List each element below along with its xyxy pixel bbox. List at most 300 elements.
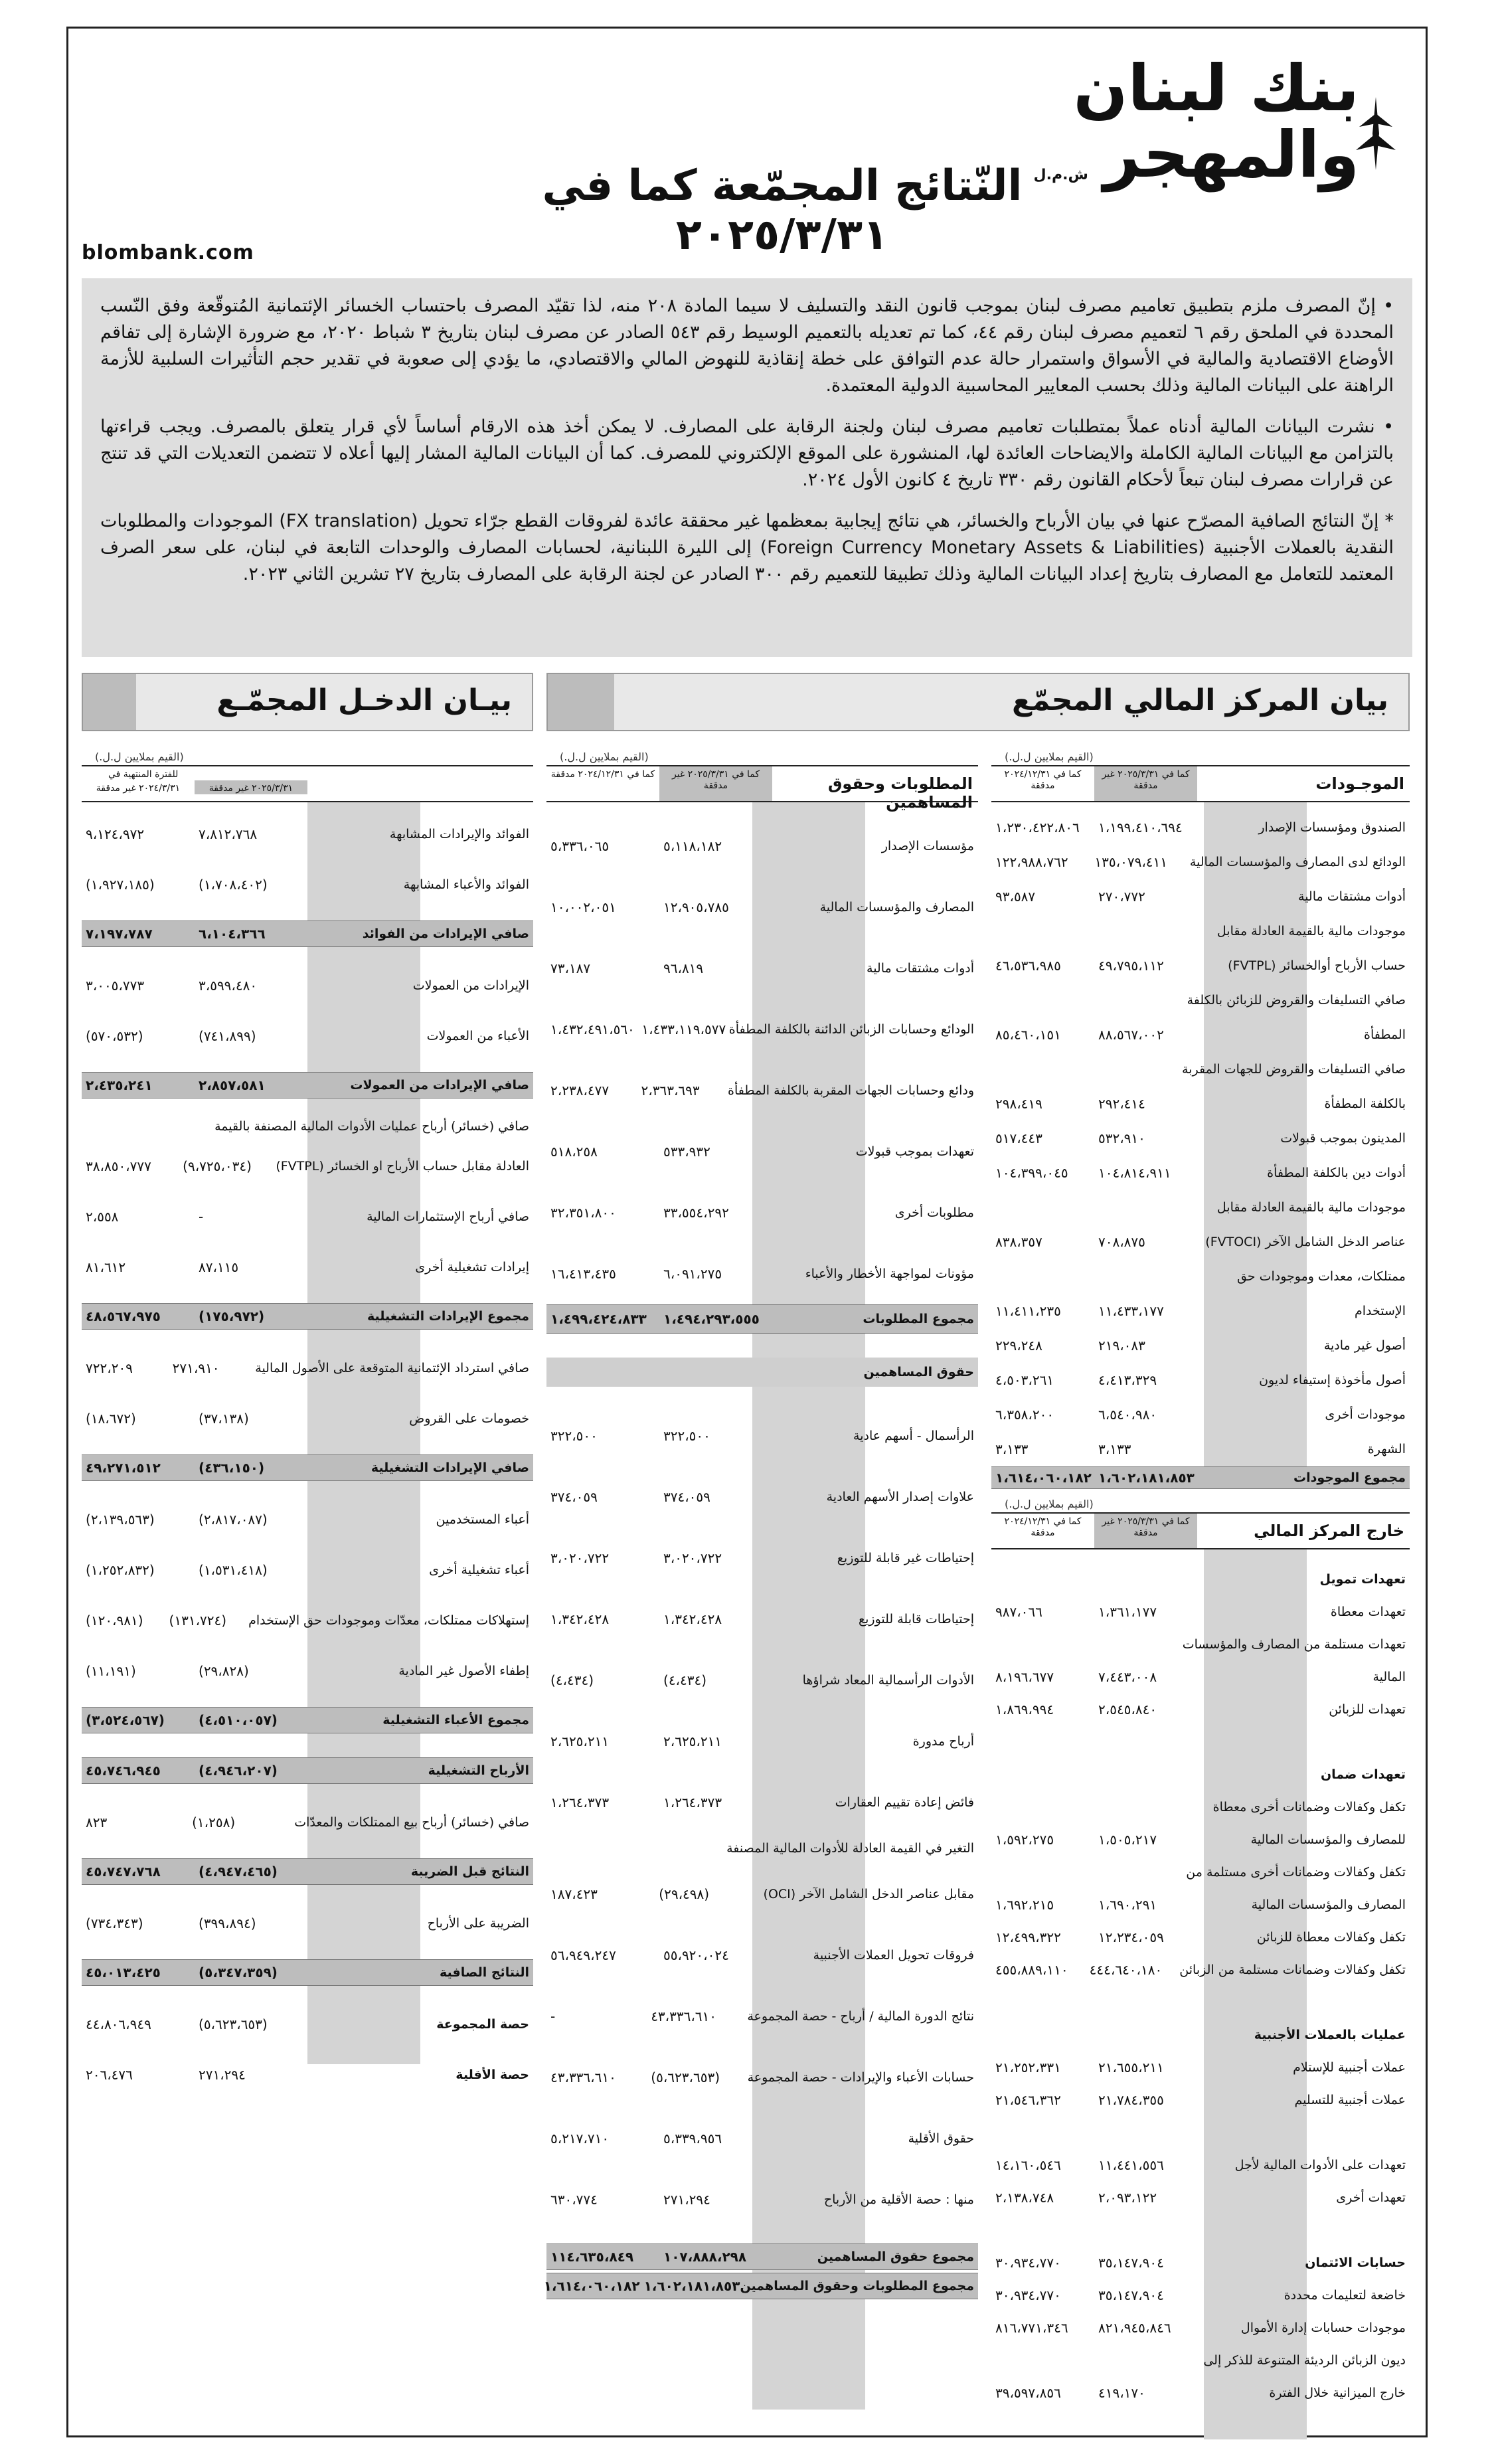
table-row [546, 1243, 978, 1304]
row-label: نتائج الدورة المالية / أرباح - حصة المجموعة [747, 2009, 974, 2024]
row-value-current: ١١،٤٣٣،١٧٧ [1098, 1303, 1164, 1319]
income-table [82, 749, 533, 2131]
row-value-previous: ٣٩،٥٩٧،٨٥٦ [995, 2384, 1061, 2401]
table-row [546, 1405, 978, 1466]
row-label: تعهدات بموجب قبولات [855, 1144, 974, 1159]
row-value-current: (١٧٥،٩٧٢) [199, 1308, 265, 1324]
row-label: الودائع لدى المصارف والمؤسسات المالية [1189, 855, 1406, 869]
row-value-previous: ٤،٥٠٣،٢٦١ [995, 1372, 1054, 1388]
row-value-previous: ٢،٤٣٥،٢٤١ [86, 1077, 153, 1093]
table-row [82, 1343, 533, 1393]
table-row [991, 2311, 1410, 2344]
row-value-current: ٢٧١،٢٩٤ [199, 2067, 246, 2083]
table-row [991, 983, 1410, 1017]
row-value-previous: ٣،٠٢٠،٧٢٢ [550, 1550, 610, 1566]
income-col-group [82, 766, 307, 801]
row-value-current: ٨٨،٥٦٧،٠٠٢ [1098, 1027, 1164, 1043]
row-value-previous: ١٠،٠٠٢،٠٥١ [550, 899, 616, 915]
row-value-previous: ١،٥٩٢،٢٧٥ [995, 1831, 1054, 1848]
row-value-current: (٥،٦٢٣،٦٥٣) [651, 2069, 720, 2085]
row-value-previous: ٢،٥٥٨ [86, 1209, 119, 1225]
row-label: تعهدات للزبائن [1329, 1702, 1406, 1717]
row-label: المطفأة [1364, 1027, 1406, 1042]
row-value-previous: (١٨،٦٧٢) [86, 1411, 136, 1427]
row-value-current: ٢،٨٥٧،٥٨١ [199, 1077, 266, 1093]
row-value-previous: ٢،١٣٨،٧٤٨ [995, 2189, 1054, 2206]
row-label: حسابات الأعباء والإيرادات - حصة المجموعة [747, 2070, 974, 2085]
row-value-current: ٣،١٣٣ [1098, 1441, 1131, 1457]
row-value-current: (٤،٥١٠،٠٥٧) [199, 1712, 278, 1728]
row-value-previous: ٨١،٦١٢ [86, 1259, 126, 1275]
row-label: إستهلاكات ممتلكات، معدّات وموجودات حق الإستخدام [248, 1613, 529, 1628]
row-label: المدينون بموجب قبولات [1280, 1131, 1406, 1146]
row-value-current: ٢٩٢،٤١٤ [1098, 1096, 1145, 1112]
unit-label: (القيم بملايين ل.ل.) [560, 750, 649, 763]
table-row [82, 1393, 533, 1444]
row-label: صافي الإيرادات من العمولات [350, 1078, 529, 1093]
row-value-current: ٢،٠٩٣،١٢٢ [1098, 2189, 1157, 2206]
row-value-previous: ١،٦١٤،٠٦٠،١٨٢ [543, 2278, 640, 2294]
table-row [546, 938, 978, 999]
row-label: أدوات دين بالكلفة المطفأة [1267, 1166, 1406, 1180]
row-label: حسابات الائتمان [1305, 2255, 1406, 2270]
row-value-previous: (٧٣٤،٣٤٣) [86, 1915, 143, 1931]
table-row [546, 1711, 978, 1772]
row-value-current: ٧،٤٤٣،٠٠٨ [1098, 1668, 1157, 1685]
row-value-current: ١،٣٤٢،٤٢٨ [663, 1611, 722, 1627]
row-value-current: ٥٣٢،٩١٠ [1098, 1130, 1145, 1146]
table-row [991, 1156, 1410, 1190]
row-value-current: ٢،٣٦٣،٦٩٣ [641, 1083, 700, 1099]
row-value-previous: (١١،١٩١) [86, 1663, 136, 1679]
row-value-current: (٧٤١،٨٩٩) [199, 1028, 256, 1044]
heading-shade [548, 674, 614, 730]
col-current: كما في ٢٠٢٥/٣/٣١ غير مدققة [659, 766, 772, 801]
table-row [991, 1660, 1410, 1693]
row-value-current: (٣٧،١٣٨) [199, 1411, 249, 1427]
table-row [82, 1545, 533, 1595]
row-label: عملات أجنبية للإستلام [1293, 2060, 1406, 2075]
table-row [991, 2116, 1410, 2149]
row-label: الرأسمال - أسهم عادية [853, 1429, 974, 1443]
row-value-previous: ٤٥،٧٤٦،٩٤٥ [86, 1763, 161, 1779]
total-row [82, 1072, 533, 1099]
row-label: تعهدات أخرى [1336, 2190, 1406, 2205]
row-label: الأرباح التشغيلية [428, 1763, 529, 1778]
table-row [546, 1182, 978, 1243]
row-value-current: (١،٥٣١،٤١٨) [199, 1562, 268, 1578]
row-value-previous: ٩٣،٥٨٧ [995, 889, 1036, 905]
total-row [82, 1858, 533, 1885]
row-label: للمصارف والمؤسسات المالية [1250, 1832, 1406, 1847]
table-row [991, 845, 1410, 879]
logo-line-1: بنك لبنان [1073, 51, 1359, 126]
table-row [991, 1225, 1410, 1259]
row-value-current: (١،٢٥٨) [192, 1814, 236, 1830]
col-current: ٢٠٢٥/٣/٣١ غير مدققة [195, 780, 307, 794]
table-row [82, 1999, 533, 2050]
row-value-previous: ١،٢٣٠،٤٢٢،٨٠٦ [995, 820, 1080, 836]
row-value-previous: (٤،٤٣٤) [550, 1672, 594, 1688]
table-row [82, 1242, 533, 1292]
website-link[interactable]: blombank.com [82, 241, 254, 264]
row-value-current: ٢١،٧٨٤،٣٥٥ [1098, 2091, 1164, 2108]
row-label: الفوائد والإيرادات المشابهة [389, 827, 529, 841]
table-row [991, 1888, 1410, 1921]
table-row [546, 1864, 978, 1925]
table-row [991, 1397, 1410, 1432]
row-label: المصارف والمؤسسات المالية [1251, 1897, 1406, 1912]
row-value-previous: ١١،٤١١،٢٣٥ [995, 1303, 1061, 1319]
table-row [546, 877, 978, 938]
row-value-previous: ٤٦،٥٣٦،٩٨٥ [995, 958, 1061, 974]
table-row [991, 1986, 1410, 2018]
row-value-previous: ٣،١٣٣ [995, 1441, 1029, 1457]
row-value-previous: (١،٩٢٧،١٨٥) [86, 877, 155, 893]
row-label: الإستخدام [1354, 1304, 1406, 1318]
row-value-current: ٤١٩،١٧٠ [1098, 2384, 1145, 2401]
row-label: الأدوات الرأسمالية المعاد شراؤها [802, 1673, 974, 1688]
logo-line-2: والمهجر [1103, 118, 1359, 192]
table-row [82, 1011, 533, 1061]
row-label: علاوات إصدار الأسهم العادية [826, 1490, 974, 1504]
table-row [991, 2279, 1410, 2311]
row-label: الفوائد والأعباء المشابهة [403, 877, 529, 892]
row-label: ممتلكات، معدات وموجودات حق [1236, 1269, 1406, 1284]
row-value-current: ٣،٥٩٩،٤٨٠ [199, 978, 258, 994]
table-row [991, 2181, 1410, 2214]
row-value-current: ٤،٤١٣،٣٢٩ [1098, 1372, 1157, 1388]
table-row [991, 2344, 1410, 2376]
row-label: ودائع وحسابات الجهات المقربة بالكلفة المطفأة [728, 1083, 974, 1098]
row-value-current: ٤٣،٣٣٦،٦١٠ [651, 2008, 717, 2024]
table-row [991, 1791, 1410, 1823]
table-row [82, 1191, 533, 1242]
row-label: أدوات مشتقات مالية [1298, 889, 1406, 904]
row-label: إحتياطات غير قابلة للتوزيع [837, 1551, 974, 1565]
income-heading [82, 673, 533, 731]
row-value-previous: ٧٢٢،٢٠٩ [86, 1360, 133, 1376]
row-label: موجودات مالية بالقيمة العادلة مقابل [1216, 924, 1406, 938]
equity-heading: حقوق المساهمين [863, 1365, 974, 1379]
row-value-previous: ٦٣٠،٧٧٤ [550, 2192, 598, 2208]
row-label: أدوات مشتقات مالية [867, 961, 974, 976]
row-value-current: (٥،٦٢٣،٦٥٣) [199, 2016, 268, 2032]
row-value-current: (٤،٤٣٤) [663, 1672, 707, 1688]
table-row [546, 1121, 978, 1182]
row-label: تكفل وكفالات وضمانات أخرى معطاة [1212, 1799, 1406, 1814]
row-label: صافي استرداد الإئتمانية المتوقعة على الأصول المالية [255, 1361, 529, 1375]
table-row [82, 1898, 533, 1949]
row-label: حقوق الأقلية [908, 2131, 974, 2146]
row-label: صافي الإيرادات التشغيلية [371, 1460, 529, 1475]
disclaimer-box [82, 278, 1412, 657]
table-row [991, 1294, 1410, 1328]
row-value-previous: ٩،١٢٤،٩٧٢ [86, 826, 145, 842]
row-value-previous: ٤٨،٥٦٧،٩٧٥ [86, 1308, 161, 1324]
row-value-previous: (١،٢٥٢،٨٣٢) [86, 1562, 155, 1578]
row-value-previous: ٢١،٢٥٢،٣٣١ [995, 2059, 1061, 2075]
row-label: مجموع المطلوبات وحقوق المساهمين [740, 2279, 974, 2293]
assets-header [991, 765, 1410, 802]
col-previous: كما في ٢٠٢٤/١٢/٣١ مدققة [550, 769, 655, 780]
row-value-previous: ٤٥،٧٤٧،٧٦٨ [86, 1864, 161, 1880]
balance-sheet-title: بيان المركز المالي المجمّع [614, 674, 1408, 730]
row-label: تعهدات معطاة [1330, 1604, 1406, 1619]
row-value-previous: ٥١٨،٢٥٨ [550, 1144, 598, 1160]
income-rows [82, 802, 533, 2131]
row-value-current: (٤،٩٤٧،٤٦٥) [199, 1864, 278, 1880]
row-label: مطلوبات أخرى [894, 1205, 974, 1220]
row-label: مؤسسات الإصدار [881, 839, 974, 853]
row-label: تكفل وكفالات وضمانات أخرى مستلمة من [1186, 1864, 1406, 1880]
table-row [991, 2149, 1410, 2181]
total-row [82, 1707, 533, 1733]
table-row [546, 1986, 978, 2047]
row-value-current: (٤،٩٤٦،٢٠٧) [199, 1763, 278, 1779]
off-balance-sheet-table [991, 1496, 1410, 2439]
table-row [991, 1087, 1410, 1121]
unit-label: (القيم بملايين ل.ل.) [1005, 1498, 1094, 1510]
row-value-previous: ٨١٦،٧٧١،٣٤٦ [995, 2319, 1068, 2336]
table-row [82, 1494, 533, 1545]
row-value-previous: ١٤،١٦٠،٥٤٦ [995, 2156, 1061, 2173]
row-label: أصول غير مادية [1323, 1338, 1406, 1353]
row-value-previous: ١،٤٣٢،٤٩١،٥٦٠ [550, 1021, 635, 1037]
offbs-rows [991, 1549, 1410, 2439]
row-value-previous: ٣٢٢،٥٠٠ [550, 1428, 598, 1444]
row-value-current: ٣٣،٥٥٤،٢٩٢ [663, 1205, 729, 1221]
row-label: أعباء المستخدمين [436, 1512, 529, 1527]
row-label: تكفل وكفالات معطاة للزبائن [1256, 1929, 1406, 1945]
row-value-current: ١،٦٩٠،٢٩١ [1098, 1896, 1157, 1913]
row-label: مجموع الإيرادات التشغيلية [367, 1309, 529, 1324]
row-value-current: ١٣٥،٠٧٩،٤١١ [1094, 854, 1168, 870]
row-label: النتائج قبل الضريبة [410, 1864, 529, 1879]
row-label: مجموع المطلوبات [863, 1312, 974, 1326]
row-value-previous: ٤٣،٣٣٦،٦١٠ [550, 2069, 616, 2085]
row-value-previous: (١٢٠،٩٨١) [86, 1613, 143, 1628]
row-value-previous: ١٢،٤٩٩،٣٢٢ [995, 1929, 1061, 1945]
row-label: مجموع الموجودات [1293, 1470, 1406, 1485]
row-label: فائض إعادة تقييم العقارات [835, 1795, 974, 1810]
row-label: الشهرة [1367, 1442, 1406, 1456]
row-label: صافي أرباح الإستثمارات المالية [367, 1209, 529, 1224]
total-row [991, 1466, 1410, 1489]
row-label: عملات أجنبية للتسليم [1294, 2092, 1406, 2107]
disclaimer-paragraph-3: * إنّ النتائج الصافية المصرّح عنها في بيان الأرباح والخسائر، هي نتائج إيجابية بمعظمها غير محققة عائدة لفروقات القطع جرّاء تحويل (FX translation) الموجودات والمطلوبات النقدية بالعملات الأجنبية (Foreign Currency Monetary Assets & Liabilities) إلى الليرة اللبنانية، لحسابات المصارف والوحدات التابعة في لبنان، على سعر الصرف المعتمد للتعامل مع المصارف بتاريخ إعداد البيانات المالية وذلك تطبيقا للتعميم رقم ٣٠٠ الصادر عن لجنة الرقابة على المصارف بتاريخ ٢٧ تشرين الثاني ٢٠٢٣. [100, 511, 1394, 584]
row-label: موجودات أخرى [1325, 1407, 1406, 1422]
row-value-previous: (٥٧٠،٥٣٢) [86, 1028, 143, 1044]
row-value-current: ٢٧١،٢٩٤ [663, 2192, 710, 2208]
table-row [546, 1650, 978, 1711]
row-value-previous: ٥،٢١٧،٧١٠ [550, 2131, 610, 2147]
row-label: خاضعة لتعليمات محددة [1284, 2287, 1406, 2303]
row-value-current: ٨٧،١١٥ [199, 1259, 239, 1275]
row-value-current: (٥،٣٤٧،٣٥٩) [199, 1965, 278, 1980]
row-value-current: (٢٩،٨٢٨) [199, 1663, 249, 1679]
row-value-previous: ٤٤،٨٠٦،٩٤٩ [86, 2016, 151, 2032]
row-value-previous: ١،٦١٤،٠٦٠،١٨٢ [995, 1470, 1092, 1486]
row-label: مجموع الأعباء التشغيلية [382, 1713, 529, 1727]
row-label: حصة الأقلية [456, 2068, 529, 2082]
table-row [991, 1953, 1410, 1986]
row-value-previous: ١،٤٩٩،٤٢٤،٨٣٣ [550, 1311, 647, 1327]
assets-heading: الموجـودات [1315, 774, 1404, 793]
row-value-previous: ٢٠٦،٤٧٦ [86, 2067, 133, 2083]
table-row [991, 1259, 1410, 1294]
row-label: الصندوق ومؤسسات الإصدار [1258, 820, 1406, 835]
table-row [991, 879, 1410, 914]
row-value-previous: ٣٨،٨٥٠،٧٧٧ [86, 1158, 151, 1174]
liabilities-header [546, 765, 978, 812]
row-value-current: ٣٢٢،٥٠٠ [663, 1428, 710, 1444]
row-label: حصة المجموعة [436, 2017, 529, 2032]
row-value-current: ٥٣٣،٩٣٢ [663, 1144, 710, 1160]
row-label: تكفل وكفالات وضمانات مستلمة من الزبائن [1179, 1962, 1406, 1977]
table-row [82, 960, 533, 1011]
row-value-current: (٣٩٩،٨٩٤) [199, 1915, 256, 1931]
table-row [991, 1725, 1410, 1758]
row-value-current: (٩،٧٢٥،٠٣٤) [183, 1158, 252, 1174]
row-label: صافي (خسائر) أرباح عمليات الأدوات المالية المصنفة بالقيمة [214, 1119, 529, 1134]
row-value-current: ١،٥٠٥،٢١٧ [1098, 1831, 1157, 1848]
col-previous: كما في ٢٠٢٤/١٢/٣١ مدققة [1004, 769, 1082, 791]
row-label: بالكلفة المطفأة [1324, 1097, 1406, 1111]
liabilities-heading: المطلوبات وحقوق المساهمين [827, 774, 973, 812]
table-row [546, 1772, 978, 1833]
table-row [82, 809, 533, 859]
row-label: العادلة مقابل حساب الأرباح او الخسائر (FVTPL) [276, 1159, 529, 1174]
row-value-current: ١،٣٦١،١٧٧ [1098, 1603, 1157, 1620]
cedar-logo-icon [1353, 94, 1399, 173]
row-label: حساب الأرباح أوالخسائر (FVTPL) [1228, 958, 1406, 973]
row-value-previous: ١٢٢،٩٨٨،٧٦٢ [995, 854, 1068, 870]
row-value-current: ٢٧٠،٧٧٢ [1098, 889, 1145, 905]
total-row [82, 1959, 533, 1986]
row-value-previous: ٧٣،١٨٧ [550, 960, 591, 976]
table-row [991, 1121, 1410, 1156]
row-value-current: ١١،٤٤١،٥٥٦ [1098, 2156, 1164, 2173]
table-row [991, 2018, 1410, 2051]
table-row [82, 1797, 533, 1848]
total-row [82, 1757, 533, 1784]
row-value-current: ١،١٩٩،٤١٠،٦٩٤ [1098, 820, 1183, 836]
offbs-heading: خارج المركز المالي [1254, 1522, 1404, 1540]
row-value-current: ٢١٩،٠٨٣ [1098, 1338, 1145, 1354]
row-label: النتائج الصافية [440, 1965, 529, 1980]
row-value-previous: ٨٥،٤٦٠،١٥١ [995, 1027, 1061, 1043]
table-row [991, 2083, 1410, 2116]
total-row [82, 1303, 533, 1330]
table-row [546, 2047, 978, 2108]
row-label: مقابل عناصر الدخل الشامل الآخر (OCI) [763, 1887, 974, 1901]
table-row [991, 1628, 1410, 1660]
row-label: المالية [1372, 1669, 1406, 1684]
row-value-previous: ٣٠،٩٣٤،٧٧٠ [995, 2287, 1061, 2303]
row-value-previous: ٤٥٥،٨٨٩،١١٠ [995, 1961, 1068, 1978]
page-title: النّتائج المجمّعة كما في ٢٠٢٥/٣/٣١ [542, 161, 1023, 260]
table-row [991, 1823, 1410, 1856]
row-value-previous: ٢١،٥٤٦،٣٦٢ [995, 2091, 1061, 2108]
row-value-current: ٤٤٤،٦٤٠،١٨٠ [1089, 1961, 1163, 1978]
row-label: تعهدات ضمان [1320, 1767, 1406, 1782]
row-value-previous: ٢،٦٢٥،٢١١ [550, 1733, 610, 1749]
table-row [991, 1921, 1410, 1953]
row-value-current: ٥،٣٣٩،٩٥٦ [663, 2131, 722, 2147]
unit-label: (القيم بملايين ل.ل.) [95, 750, 184, 763]
table-row [546, 999, 978, 1060]
balance-sheet-heading [546, 673, 1410, 731]
row-value-current: (٤٣٦،١٥٠) [199, 1460, 265, 1476]
table-row [991, 1693, 1410, 1725]
unit-label: (القيم بملايين ل.ل.) [1005, 750, 1094, 763]
row-value-previous: (٣،٥٢٤،٥٦٧) [86, 1712, 165, 1728]
row-value-previous: ١،٣٤٢،٤٢٨ [550, 1611, 610, 1627]
heading-shade [83, 674, 136, 730]
row-value-previous: (٢،١٣٩،٥٦٣) [86, 1512, 155, 1528]
table-row [991, 1328, 1410, 1363]
table-row [82, 2050, 533, 2100]
table-row [991, 2051, 1410, 2083]
income-title: بيـان الدخـل المجمّـع [136, 674, 532, 730]
row-value-previous: ٥١٧،٤٤٣ [995, 1130, 1042, 1146]
row-label: أعباء تشغيلية أخرى [429, 1563, 529, 1577]
row-label: ديون الزبائن الرديئة المتنوعة للذكر إلى [1203, 2352, 1406, 2368]
row-label: صافي (خسائر) أرباح بيع الممتلكات والمعدّات [294, 1815, 529, 1830]
row-value-current: ٦،١٠٤،٣٦٦ [199, 926, 266, 942]
row-value-previous: ٤٩،٢٧١،٥١٢ [86, 1460, 161, 1476]
row-value-current: ٢،٦٢٥،٢١١ [663, 1733, 722, 1749]
table-row [991, 1595, 1410, 1628]
table-row [546, 1925, 978, 1986]
row-value-current: ٥٥،٩٢٠،٠٢٤ [663, 1947, 729, 1963]
row-value-previous: ٩٨٧،٠٦٦ [995, 1603, 1042, 1620]
table-row [546, 2169, 978, 2230]
row-label: التغير في القيمة العادلة للأدوات المالية المصنفة [726, 1841, 974, 1856]
row-label: الودائع وحسابات الزبائن الدائنة بالكلفة المطفأة [728, 1022, 974, 1037]
row-label: صافي الإيرادات من الفوائد [362, 926, 529, 941]
row-label: موجودات حسابات إدارة الأموال [1240, 2320, 1406, 2335]
row-label: الإيرادات من العمولات [412, 978, 529, 993]
row-label: الضريبة على الأرباح [427, 1916, 529, 1931]
table-row [991, 1758, 1410, 1791]
row-value-previous: - [550, 2008, 556, 2024]
row-label: إيرادات تشغيلية أخرى [415, 1260, 529, 1275]
row-value-current: - [199, 1209, 204, 1225]
row-value-previous: ٤٥،٠١٣،٤٢٥ [86, 1965, 161, 1980]
table-row [82, 1646, 533, 1696]
row-value-current: ١،٦٠٢،١٨١،٨٥٣ [1098, 1470, 1195, 1486]
row-value-previous: ١،٢٦٤،٣٧٣ [550, 1795, 610, 1810]
table-row [546, 1060, 978, 1121]
equity-heading-row [546, 1358, 978, 1387]
bank-logo [1033, 51, 1359, 192]
row-value-previous: ٢،٢٣٨،٤٧٧ [550, 1083, 610, 1099]
row-value-previous: ١٠٤،٣٩٩،٠٤٥ [995, 1165, 1068, 1181]
row-value-previous: ١١٤،٦٣٥،٨٤٩ [550, 2249, 634, 2265]
row-value-previous: ٣٠،٩٣٤،٧٧٠ [995, 2254, 1061, 2271]
row-label: أصول مأخوذة إستيفاء لديون [1259, 1373, 1406, 1387]
col-previous: كما في ٢٠٢٤/١٢/٣١ مدققة [1004, 1516, 1082, 1538]
row-value-previous: ٣٧٤،٠٥٩ [550, 1489, 598, 1505]
total-row [546, 1304, 978, 1334]
row-label: مجموع حقوق المساهمين [817, 2249, 974, 2264]
assets-table [991, 749, 1410, 1533]
liabilities-rows [543, 802, 978, 2410]
row-value-previous: ٣٢،٣٥١،٨٠٠ [550, 1205, 616, 1221]
row-value-previous: ٨٣٨،٣٥٧ [995, 1234, 1042, 1250]
